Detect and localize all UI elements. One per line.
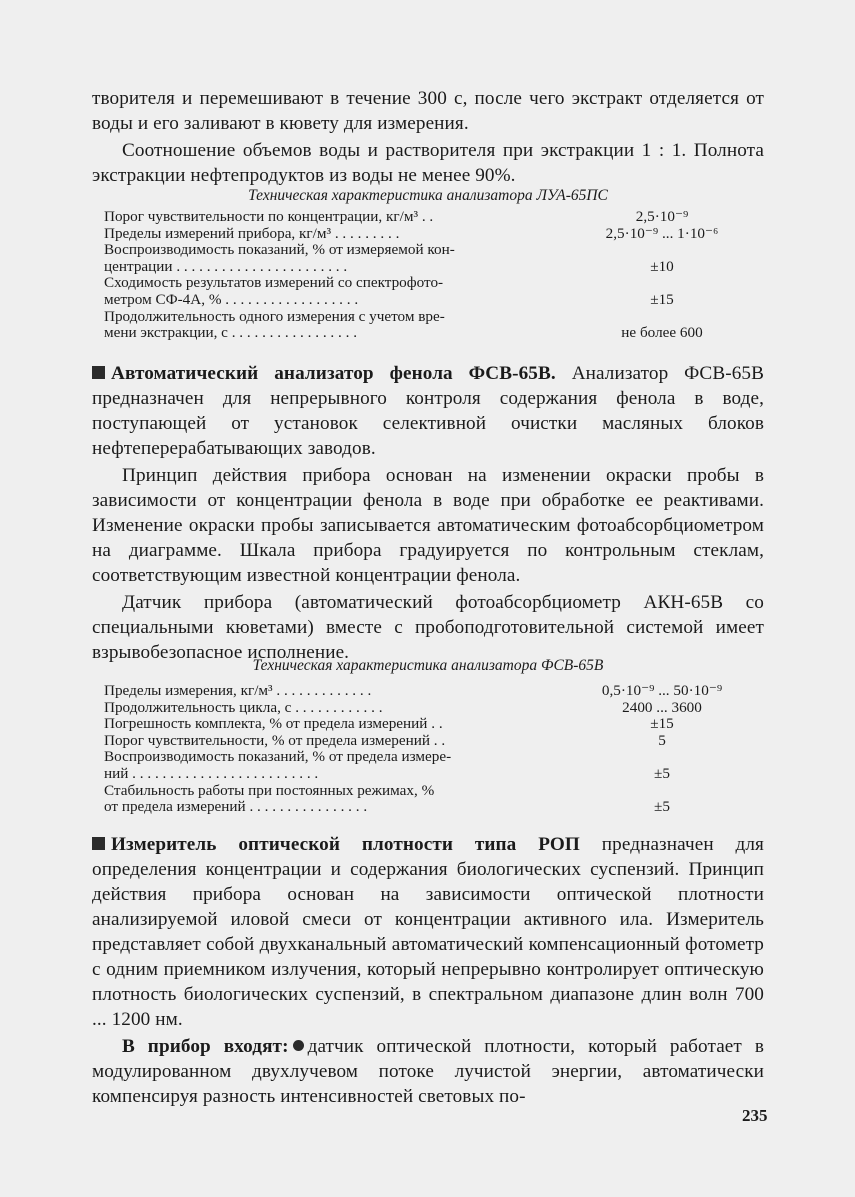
spec-table-fsv65v xyxy=(104,683,768,816)
components-lead: В прибор входят: xyxy=(122,1036,289,1057)
bullet-icon xyxy=(293,1040,304,1051)
spec-row xyxy=(104,242,768,275)
paragraph-rop-intro xyxy=(92,832,764,1032)
paragraph-fsv-sensor: Датчик прибора (автоматический фотоабсорбциометр АКН-65В со специальными кюветами) вместе с пробоподготовительной системой имеет взрывобезопасное исполнение. xyxy=(92,592,764,663)
spec-value: 2,5·10⁻⁹ ... 1·10⁻⁶ xyxy=(605,224,719,242)
spec-label: Пределы измерения, кг/м³ . . . . . . . . . . . . . xyxy=(104,682,372,699)
spec-title-lua65ps: Техническая характеристика анализатора ЛУА-65ПС xyxy=(248,187,608,204)
spec-value: 5 xyxy=(658,731,666,749)
spec-label-cont: центрации . . . . . . . . . . . . . . . . . . . . . . . xyxy=(104,257,348,275)
paragraph-ratio: Соотношение объемов воды и растворителя при экстракции 1 : 1. Полнота экстракции нефтепродуктов из воды не менее 90%. xyxy=(92,140,764,186)
spec-row xyxy=(104,716,768,733)
spec-value: ±15 xyxy=(650,290,674,308)
paragraph-continuation: творителя и перемешивают в течение 300 с, после чего экстракт отделяется от воды и его заливают в кювету для измерения. xyxy=(92,88,764,134)
spec-title-fsv65v: Техническая характеристика анализатора ФСВ-65В xyxy=(252,657,604,674)
spec-value: ±15 xyxy=(650,715,674,733)
spec-value: ±10 xyxy=(650,257,674,275)
spec-label: Стабильность работы при постоянных режимах, % xyxy=(104,781,435,799)
paragraph-fsv-text: Анализатор ФСВ-65В предназначен для непрерывного контроля содержания фенола в воде, поступающей от установок селективной очистки масляных блоков нефтеперерабатывающих заводов. xyxy=(92,363,765,459)
components-text: датчик оптической плотности, который работает в модулированном двухлучевом потоке лучистой энергии, автоматически компенсируя разность интенсивностей световых по- xyxy=(92,1036,764,1107)
spec-label: Воспроизводимость показаний, % от предела измере- xyxy=(104,748,452,766)
section-heading-fsv: Автоматический анализатор фенола ФСВ-65В. xyxy=(111,363,556,384)
spec-label-cont: ний . . . . . . . . . . . . . . . . . . . . . . . . . xyxy=(104,764,319,782)
paragraph-fsv-principle: Принцип действия прибора основан на изменении окраски пробы в зависимости от концентрации фенола в воде при обработке ее реактивами. Изменение окраски пробы записывается автоматическим фотоабсорбциометром на диаграмме. Шкала прибора градуируется по контрольным стеклам, соответствующим известной концентрации фенола. xyxy=(92,465,764,586)
spec-value: ±5 xyxy=(654,764,670,782)
spec-label: Продолжительность цикла, с . . . . . . . . . . . . xyxy=(104,698,383,716)
spec-label-cont: от предела измерений . . . . . . . . . . . . . . . . xyxy=(104,798,368,816)
spec-label: Порог чувствительности, % от предела измерений . . xyxy=(104,731,446,749)
spec-row xyxy=(104,209,768,226)
spec-value: ±5 xyxy=(654,798,670,816)
paragraph-rop-text: предназначен для определения концентрации и содержания биологических суспензий. Принцип действия прибора основан на зависимости оптической плотности анализируемой иловой смеси от концентрации активного ила. Измеритель представляет собой двухканальный автоматический компенсационный фотометр с одним приемником излучения, который непрерывно контролирует оптическую плотность биологических суспензий, в спектральном диапазоне длин волн 700 ... 1200 нм. xyxy=(92,834,764,1030)
spec-row xyxy=(104,749,768,782)
text-block-top xyxy=(92,86,764,188)
page-number: 235 xyxy=(742,1106,768,1125)
spec-row xyxy=(104,733,768,750)
spec-label-cont: метром СФ-4А, % . . . . . . . . . . . . . . . . . . xyxy=(104,290,359,308)
spec-label: Сходимость результатов измерений со спектрофото- xyxy=(104,274,444,292)
spec-row xyxy=(104,226,768,243)
spec-row xyxy=(104,683,768,700)
spec-value: 0,5·10⁻⁹ ... 50·10⁻⁹ xyxy=(601,682,723,699)
spec-row xyxy=(104,309,768,342)
spec-row xyxy=(104,783,768,816)
section-heading-rop: Измеритель оптической плотности типа РОП xyxy=(111,834,580,855)
paragraph-rop-components xyxy=(92,1034,764,1109)
spec-row xyxy=(104,275,768,308)
spec-row xyxy=(104,700,768,717)
spec-table-lua65ps xyxy=(104,209,768,342)
spec-label: Пределы измерений прибора, кг/м³ . . . . . . . . . xyxy=(104,224,400,242)
spec-label-cont: мени экстракции, с . . . . . . . . . . . . . . . . . xyxy=(104,324,358,342)
spec-label: Погрешность комплекта, % от предела измерений . . xyxy=(104,715,443,733)
spec-label: Продолжительность одного измерения с учетом вре- xyxy=(104,307,445,325)
spec-value: не более 600 xyxy=(621,324,703,342)
section-marker-icon xyxy=(92,837,105,850)
spec-label: Воспроизводимость показаний, % от измеряемой кон- xyxy=(104,241,455,259)
spec-value: 2,5·10⁻⁹ xyxy=(635,208,689,225)
section-fsv65v xyxy=(92,361,764,665)
paragraph-fsv-intro xyxy=(92,361,764,461)
spec-label: Порог чувствительности по концентрации, кг/м³ . . xyxy=(104,208,434,225)
spec-value: 2400 ... 3600 xyxy=(622,698,702,716)
section-rop xyxy=(92,832,764,1109)
section-marker-icon xyxy=(92,366,105,379)
